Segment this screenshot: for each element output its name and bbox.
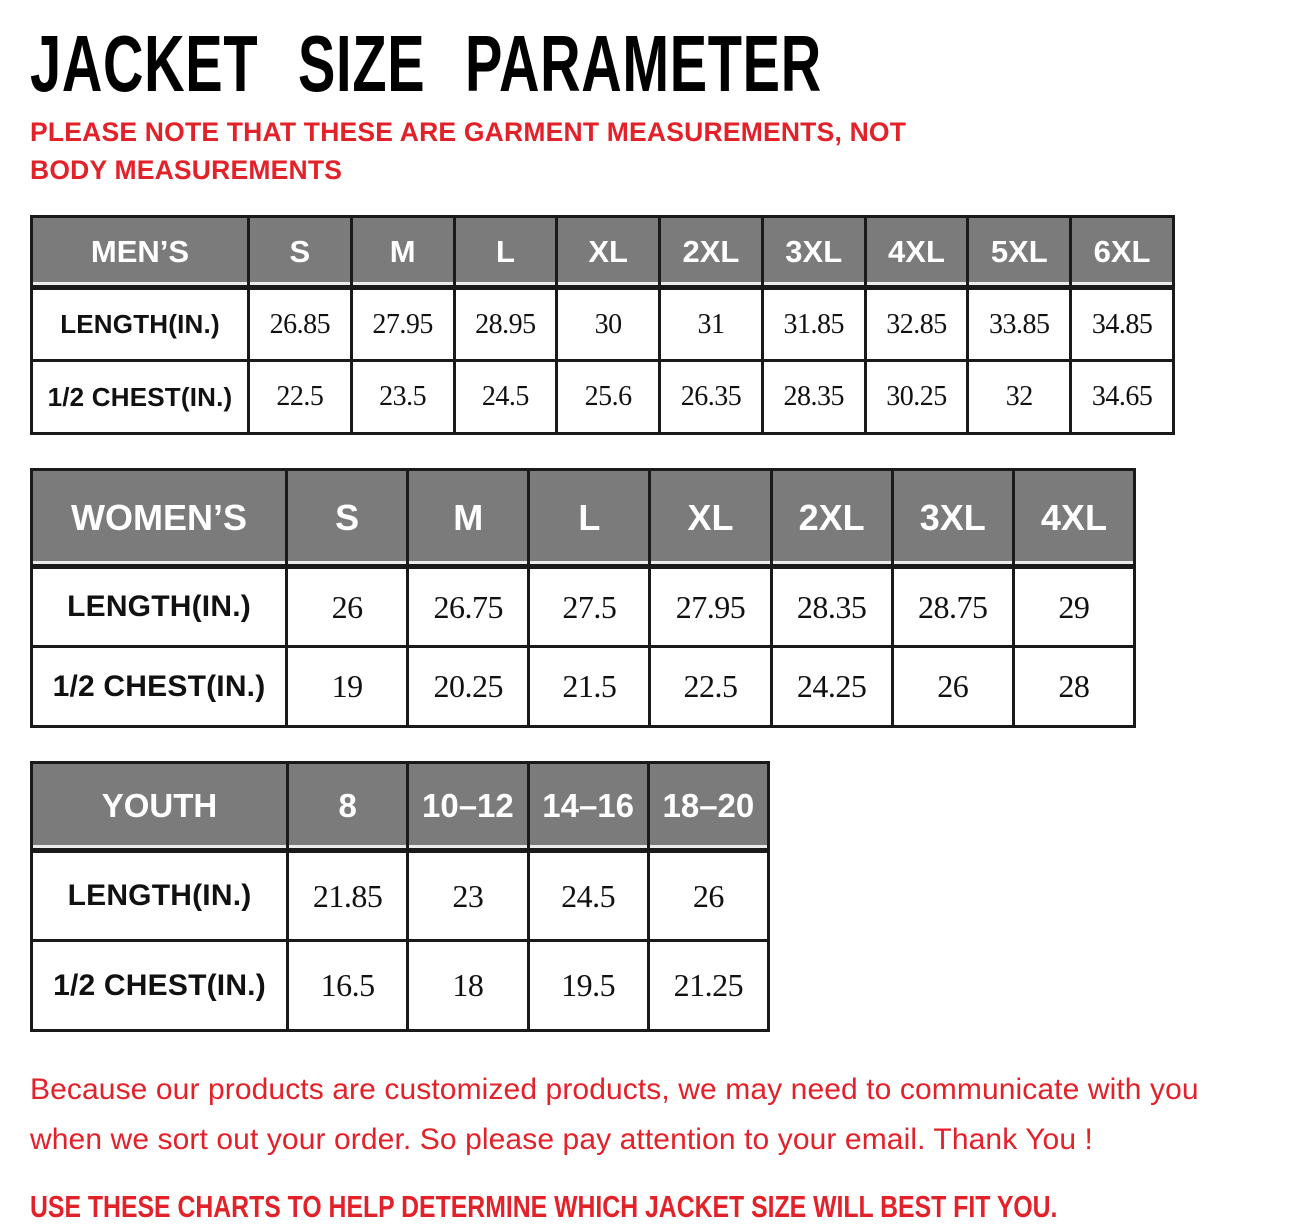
youth-size-col-header-0: 8 xyxy=(288,763,408,851)
youth-size-col-header-2: 14–16 xyxy=(528,763,648,851)
womens-table-body xyxy=(32,567,1135,727)
mens-size-col-header-3: XL xyxy=(557,217,660,288)
mens-value-cell-0-7: 33.85 xyxy=(968,288,1071,361)
youth-size-table xyxy=(30,761,770,1032)
womens-size-col-header-3: XL xyxy=(650,470,771,567)
mens-value-cell-1-7: 32 xyxy=(968,361,1071,434)
size-tables-container xyxy=(30,215,1170,1032)
womens-value-cell-0-0: 26 xyxy=(287,567,408,647)
mens-row-label-1: 1/2 CHEST(IN.) xyxy=(32,361,249,434)
womens-data-row-0 xyxy=(32,567,1135,647)
womens-value-cell-1-3: 22.5 xyxy=(650,647,771,727)
womens-value-cell-0-2: 27.5 xyxy=(529,567,650,647)
womens-table-header xyxy=(32,470,1135,567)
youth-data-row-1 xyxy=(32,941,769,1031)
youth-data-row-0 xyxy=(32,851,769,941)
fit-advice-note xyxy=(30,1189,1170,1225)
womens-value-cell-0-5: 28.75 xyxy=(892,567,1013,647)
youth-table-body xyxy=(32,851,769,1031)
mens-size-col-header-4: 2XL xyxy=(660,217,763,288)
youth-value-cell-1-3: 21.25 xyxy=(648,941,768,1031)
mens-value-cell-1-0: 22.5 xyxy=(249,361,352,434)
womens-value-cell-1-1: 20.25 xyxy=(408,647,529,727)
youth-group-label: YOUTH xyxy=(32,763,288,851)
youth-size-col-header-1: 10–12 xyxy=(408,763,528,851)
womens-row-label-1: 1/2 CHEST(IN.) xyxy=(32,647,287,727)
mens-data-row-1 xyxy=(32,361,1174,434)
mens-size-col-header-7: 5XL xyxy=(968,217,1071,288)
customization-email-note-line1: Because our products are customized products, we may need to communicate with you xyxy=(30,1073,1199,1107)
mens-group-label: MEN’S xyxy=(32,217,249,288)
youth-value-cell-0-2: 24.5 xyxy=(528,851,648,941)
youth-value-cell-0-3: 26 xyxy=(648,851,768,941)
youth-value-cell-1-2: 19.5 xyxy=(528,941,648,1031)
womens-value-cell-0-4: 28.35 xyxy=(771,567,892,647)
womens-size-col-header-1: M xyxy=(408,470,529,567)
mens-value-cell-1-8: 34.65 xyxy=(1071,361,1174,434)
customization-email-note xyxy=(30,1065,1199,1165)
womens-header-row xyxy=(32,470,1135,567)
page-title xyxy=(30,19,1170,108)
youth-value-cell-1-0: 16.5 xyxy=(288,941,408,1031)
youth-row-label-0: LENGTH(IN.) xyxy=(32,851,288,941)
mens-row-label-0: LENGTH(IN.) xyxy=(32,288,249,361)
mens-value-cell-0-2: 28.95 xyxy=(454,288,557,361)
youth-value-cell-1-1: 18 xyxy=(408,941,528,1031)
mens-value-cell-0-5: 31.85 xyxy=(762,288,865,361)
mens-table-body xyxy=(32,288,1174,434)
mens-value-cell-0-0: 26.85 xyxy=(249,288,352,361)
mens-value-cell-1-4: 26.35 xyxy=(660,361,763,434)
mens-value-cell-1-3: 25.6 xyxy=(557,361,660,434)
youth-header-row xyxy=(32,763,769,851)
mens-value-cell-0-4: 31 xyxy=(660,288,763,361)
youth-row-label-1: 1/2 CHEST(IN.) xyxy=(32,941,288,1031)
womens-size-table xyxy=(30,468,1136,728)
womens-data-row-1 xyxy=(32,647,1135,727)
womens-value-cell-0-1: 26.75 xyxy=(408,567,529,647)
mens-value-cell-1-5: 28.35 xyxy=(762,361,865,434)
mens-value-cell-1-2: 24.5 xyxy=(454,361,557,434)
youth-size-col-header-3: 18–20 xyxy=(648,763,768,851)
youth-table-header xyxy=(32,763,769,851)
womens-value-cell-0-6: 29 xyxy=(1013,567,1134,647)
mens-size-col-header-8: 6XL xyxy=(1071,217,1174,288)
womens-value-cell-1-4: 24.25 xyxy=(771,647,892,727)
womens-value-cell-0-3: 27.95 xyxy=(650,567,771,647)
mens-value-cell-0-1: 27.95 xyxy=(351,288,454,361)
customization-email-note-line2: when we sort out your order. So please pay attention to your email. Thank You ! xyxy=(30,1123,1093,1157)
mens-size-col-header-5: 3XL xyxy=(762,217,865,288)
garment-measurements-note: PLEASE NOTE THAT THESE ARE GARMENT MEASUREMENTS, NOT BODY MEASUREMENTS xyxy=(30,117,907,185)
mens-value-cell-1-6: 30.25 xyxy=(865,361,968,434)
mens-value-cell-0-8: 34.85 xyxy=(1071,288,1174,361)
mens-value-cell-0-6: 32.85 xyxy=(865,288,968,361)
youth-value-cell-0-0: 21.85 xyxy=(288,851,408,941)
mens-value-cell-1-1: 23.5 xyxy=(351,361,454,434)
womens-row-label-0: LENGTH(IN.) xyxy=(32,567,287,647)
youth-value-cell-0-1: 23 xyxy=(408,851,528,941)
mens-data-row-0 xyxy=(32,288,1174,361)
womens-value-cell-1-6: 28 xyxy=(1013,647,1134,727)
mens-size-col-header-1: M xyxy=(351,217,454,288)
mens-table-header xyxy=(32,217,1174,288)
mens-header-row xyxy=(32,217,1174,288)
mens-size-col-header-6: 4XL xyxy=(865,217,968,288)
womens-value-cell-1-5: 26 xyxy=(892,647,1013,727)
mens-value-cell-0-3: 30 xyxy=(557,288,660,361)
womens-value-cell-1-0: 19 xyxy=(287,647,408,727)
mens-size-table xyxy=(30,215,1175,435)
womens-size-col-header-4: 2XL xyxy=(771,470,892,567)
mens-size-col-header-2: L xyxy=(454,217,557,288)
fit-advice-note-text: USE THESE CHARTS TO HELP DETERMINE WHICH JACKET SIZE WILL BEST FIT YOU. xyxy=(30,1189,1058,1225)
page-title-text: JACKET SIZE PARAMETER xyxy=(30,19,822,108)
womens-value-cell-1-2: 21.5 xyxy=(529,647,650,727)
mens-size-col-header-0: S xyxy=(249,217,352,288)
womens-size-col-header-2: L xyxy=(529,470,650,567)
womens-size-col-header-6: 4XL xyxy=(1013,470,1134,567)
womens-size-col-header-5: 3XL xyxy=(892,470,1013,567)
womens-group-label: WOMEN’S xyxy=(32,470,287,567)
womens-size-col-header-0: S xyxy=(287,470,408,567)
